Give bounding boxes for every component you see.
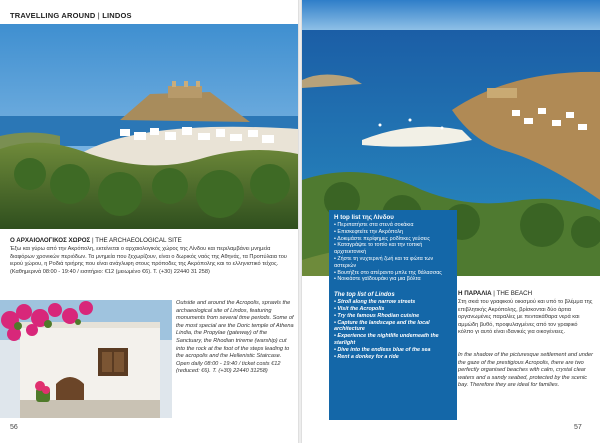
beach-title bbox=[458, 290, 532, 297]
top-list-english-item: • Capture the landscape and the local architecture bbox=[334, 319, 430, 333]
top-list-english bbox=[334, 299, 452, 360]
top-list-english-item: • Try the famous Rhodian cuisine bbox=[334, 312, 420, 319]
right-page bbox=[302, 0, 600, 443]
archaeological-site-greek-text: Έξω και γύρω από την Ακρόπολη, εκτείνεται ο αρχαιολογικός χώρος της Λίνδου και περιλαμβάνει μνημεία διαφόρων χρονικών περιόδων. Τα μνημεία που ξεχωρίζουν, είναι ο δωρικός ναός της Αθηνάς, τα Προπύλαια του ιερού χώρου, η Ροδιά τριήρης που είναι ανάγλυφη στους πρόποδες της Ακρόπολης και το ελληνιστικό τείχος. (Καθημερινά 08:00 - 19:40 / εισιτήριο: €12 (μειωμένο €6). Τ. (+30) 22440 31 258) bbox=[10, 246, 287, 275]
top-list-greek-item: • Νοικιάστε γαϊδουράκι για μια βόλτα bbox=[334, 276, 421, 283]
archaeological-site-title bbox=[10, 237, 182, 244]
top-list-greek-item: • Δοκιμάστε περίφημες ροδίτικες γεύσεις bbox=[334, 235, 431, 242]
top-list-english-item: • Visit the Acropolis bbox=[334, 305, 385, 312]
top-list-greek-item: • Περιπατήστε στα στενά σοκάκια bbox=[334, 222, 414, 228]
top-list-greek-item: • Ζήστε τη νυχτερινή ζωή και τα φώτα των αστεριών bbox=[334, 255, 434, 269]
top-list-title-greek: Η top list της Λίνδου bbox=[334, 214, 394, 221]
top-list-greek-item: • Βουτήξτε στο απέραντο μπλε της θάλασσας bbox=[334, 269, 442, 276]
top-list-greek bbox=[334, 222, 452, 283]
header-section: TRAVELLING AROUND bbox=[10, 11, 96, 20]
header-separator: | bbox=[95, 11, 103, 20]
top-list-box bbox=[329, 210, 457, 420]
white-house-bougainvillea-photo bbox=[0, 300, 172, 418]
top-list-greek-item: • Καταγράψτε το τοπίο και την τοπική αρχιτεκτονική bbox=[334, 242, 423, 256]
page-number-left: 56 bbox=[10, 424, 18, 431]
lindos-village-photo bbox=[0, 24, 298, 229]
beach-greek-text: Στη σκιά του γραφικού οικισμού και υπό το βλέμμα της επιβλητικής Ακρόπολης, βρίσκονται δύο άρτια οργανωμένες παραλίες με πεντακάθαρα νερά και αμμώδη βυθό, προφυλαγμένες από τον γραφικό κόλπο γι αυτό είναι ιδανικές για οικογένειες. bbox=[458, 299, 593, 336]
top-list-english-item: • Dive into the endless blue of the sea bbox=[334, 346, 431, 353]
left-page bbox=[0, 0, 298, 443]
top-list-english-item: • Experience the nightlife underneath the starlight bbox=[334, 333, 439, 346]
beach-title-english: | THE BEACH bbox=[491, 290, 533, 297]
section-title-greek: Ο ΑΡΧΑΙΟΛΟΓΙΚΟΣ ΧΩΡΟΣ bbox=[10, 237, 91, 244]
top-list-english-item: • Stroll along the narrow streets bbox=[334, 299, 416, 306]
top-list-greek-item: • Επισκεφτείτε την Ακρόπολη bbox=[334, 228, 404, 235]
top-list-title-english: The top list of Lindos bbox=[334, 292, 395, 299]
archaeological-site-english-text: Outside and around the Acropolis, sprawls the archaeological site of Lindos, featuring monuments from several time periods. Some of the most special are the Doric temple of Athena Lindia, the Propylae (gateway) of the Sanctuary, the Rhodian trireme (warship) cut into the rock at the foot of the steps leading to the acropolis and the Hellenistic Staircase. Open daily 08:00 - 19:40 / ticket costs €12 (reduced: €6). T. (+30) 22440 31258) bbox=[176, 300, 294, 375]
top-list-english-item: • Rent a donkey for a ride bbox=[334, 353, 399, 360]
section-title-english: | THE ARCHAEOLOGICAL SITE bbox=[90, 237, 182, 244]
beach-title-greek: Η ΠΑΡΑΛΙΑ bbox=[458, 290, 492, 297]
running-header bbox=[10, 11, 132, 20]
page-number-right: 57 bbox=[574, 424, 582, 431]
beach-english-text: In the shadow of the picturesque settlement and under the gaze of the prestigious Acropolis, there are two perfectly organised beaches with calm, crystal clear waters and a sandy seabed, protected by the scenic bay. Therefore they are ideal for families. bbox=[458, 352, 593, 389]
header-place: LINDOS bbox=[102, 11, 132, 20]
